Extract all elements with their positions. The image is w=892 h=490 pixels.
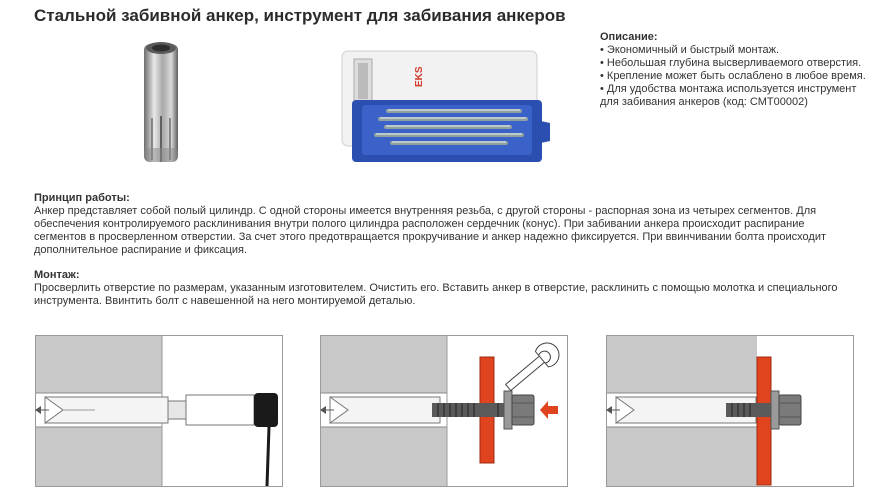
diagram-bolt-install [320, 335, 568, 487]
description-item: • Экономичный и быстрый монтаж. [600, 44, 780, 56]
principle-text: Анкер представляет собой полый цилиндр. С одной стороны имеется внутренняя резьба, с другой стороны - распорная зона из четырех сегментов. Для обеспечения контролируемого расклинивания внутри полого цилиндра расположен сердечник (конус). При забивании анкера происходит распирание сегментов в просверленном отверстии. За счет этого предотвращается прокручивание и анкер надежно фиксируется. При ввинчивании болта происходит дополнительное распирание и фиксация. [34, 205, 827, 256]
diagram-installed [606, 335, 854, 487]
mounting-text: Просверлить отверстие по размерам, указанным изготовителем. Очистить его. Вставить анкер в отверстие, расклинить с помощью молотка и специального инструмента. Ввинтить болт с навешенной на него монтируемой деталью. [34, 282, 838, 307]
kit-brand-label: EKS [414, 66, 425, 87]
description-block [600, 31, 870, 109]
principle-section [34, 192, 854, 257]
page-title: Стальной забивной анкер, инструмент для забивания анкеров [34, 6, 566, 25]
tool-kit-photo [340, 45, 565, 170]
principle-heading: Принцип работы: [34, 192, 130, 204]
anchor-photo [130, 38, 192, 168]
mounting-section [34, 269, 854, 308]
description-item: • Крепление может быть ослаблено в любое время. [600, 70, 866, 82]
description-item: • Небольшая глубина высверливаемого отверстия. [600, 57, 862, 69]
description-item: • Для удобства монтажа используется инструмент для забивания анкеров (код: СМТ00002) [600, 83, 857, 108]
diagram-hammering [35, 335, 283, 487]
mounting-heading: Монтаж: [34, 269, 80, 281]
description-heading: Описание: [600, 31, 658, 43]
